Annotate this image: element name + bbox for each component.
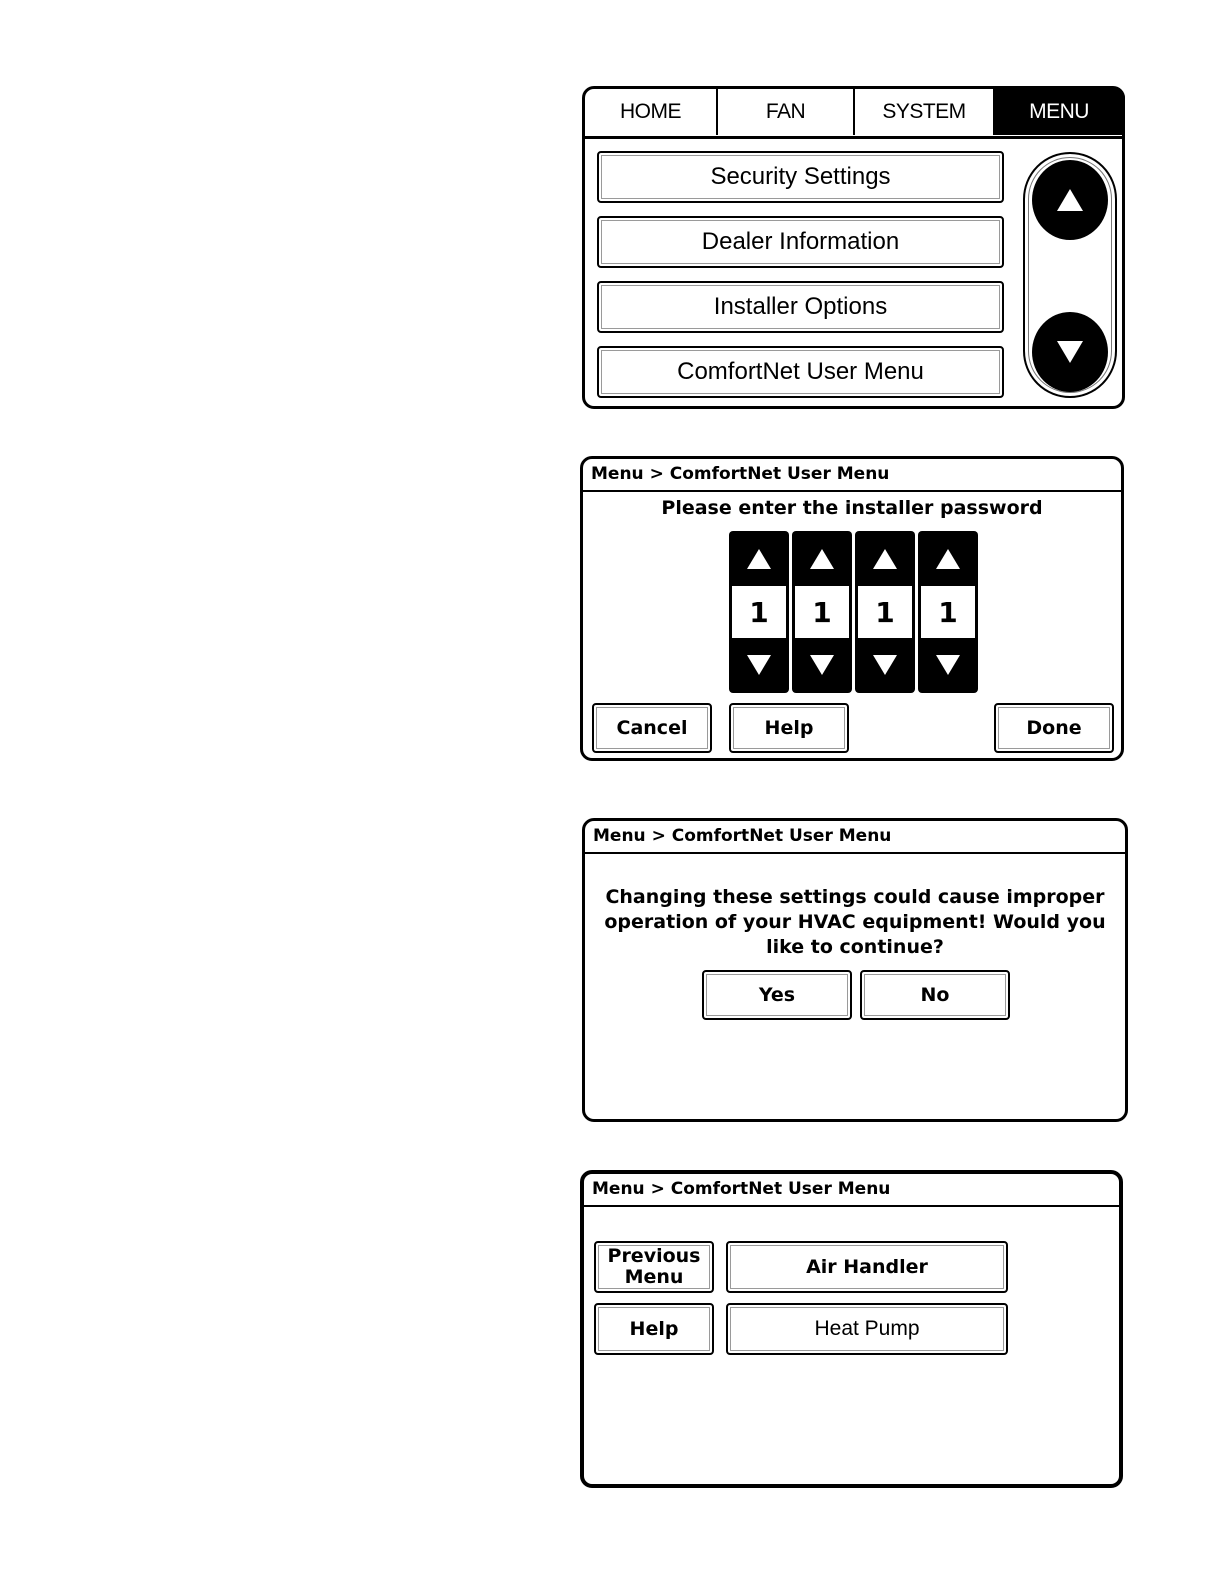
down-arrow-icon [935,654,961,676]
tab-system-label: SYSTEM [882,100,966,123]
digit-2-value: 1 [795,586,849,638]
down-arrow-icon [872,654,898,676]
password-digit-3 [855,531,915,693]
yes-label: Yes [758,983,796,1006]
down-arrow-icon [746,654,772,676]
digit-3-value: 1 [858,586,912,638]
up-arrow-icon [872,548,898,570]
tab-system[interactable] [855,89,993,135]
menu-screen [582,86,1125,409]
password-digit-2 [792,531,852,693]
tab-menu-label: MENU [1029,100,1089,123]
tab-home-label: HOME [620,100,681,123]
previous-menu-button[interactable] [594,1241,714,1293]
no-label: No [920,983,950,1006]
digit-4-down-button[interactable] [918,639,978,691]
digit-3-up-button[interactable] [855,533,915,585]
scroll-down-button[interactable] [1032,312,1108,392]
password-digit-1 [729,531,789,693]
heat-pump-button[interactable] [726,1303,1008,1355]
scroll-up-button[interactable] [1032,160,1108,240]
password-digit-4 [918,531,978,693]
digit-1-value: 1 [732,586,786,638]
digit-1-down-button[interactable] [729,639,789,691]
done-button[interactable] [994,703,1114,753]
up-arrow-icon [935,548,961,570]
help-button[interactable] [729,703,849,753]
cancel-label: Cancel [616,716,688,739]
security-settings-button[interactable] [597,151,1004,203]
done-label: Done [1026,716,1082,739]
password-prompt: Please enter the installer password [661,497,1043,519]
yes-button[interactable] [702,970,852,1020]
digit-4-up-button[interactable] [918,533,978,585]
digit-3-down-button[interactable] [855,639,915,691]
digit-2-up-button[interactable] [792,533,852,585]
user-menu-screen [580,1170,1123,1488]
breadcrumb: Menu > ComfortNet User Menu [583,459,1121,492]
down-arrow-icon [1055,339,1085,365]
scroll-track [1023,152,1117,398]
comfortnet-user-menu-label: ComfortNet User Menu [677,357,924,385]
breadcrumb: Menu > ComfortNet User Menu [584,1174,1119,1207]
tab-fan[interactable] [718,89,855,135]
dealer-information-label: Dealer Information [701,227,900,255]
digit-1-up-button[interactable] [729,533,789,585]
dealer-information-button[interactable] [597,216,1004,268]
air-handler-label: Air Handler [806,1255,928,1278]
installer-options-button[interactable] [597,281,1004,333]
tab-home[interactable] [585,89,718,135]
up-arrow-icon [809,548,835,570]
password-screen [580,456,1124,761]
warning-message: Changing these settings could cause improper operation of your HVAC equipment! Would you like to continue? [604,886,1106,958]
down-arrow-icon [809,654,835,676]
previous-menu-label: Previous Menu [607,1245,701,1288]
up-arrow-icon [746,548,772,570]
comfortnet-user-menu-button[interactable] [597,346,1004,398]
digit-4-value: 1 [921,586,975,638]
warning-screen [582,818,1128,1122]
security-settings-label: Security Settings [710,162,891,190]
tab-menu[interactable] [993,89,1125,135]
no-button[interactable] [860,970,1010,1020]
tab-bar [585,89,1122,139]
heat-pump-label: Heat Pump [814,1317,920,1341]
air-handler-button[interactable] [726,1241,1008,1293]
breadcrumb: Menu > ComfortNet User Menu [585,821,1125,854]
cancel-button[interactable] [592,703,712,753]
up-arrow-icon [1055,187,1085,213]
digit-2-down-button[interactable] [792,639,852,691]
installer-options-label: Installer Options [713,292,888,320]
help-button[interactable] [594,1303,714,1355]
help-label: Help [764,716,814,739]
help-label: Help [629,1317,679,1340]
tab-fan-label: FAN [765,100,806,123]
